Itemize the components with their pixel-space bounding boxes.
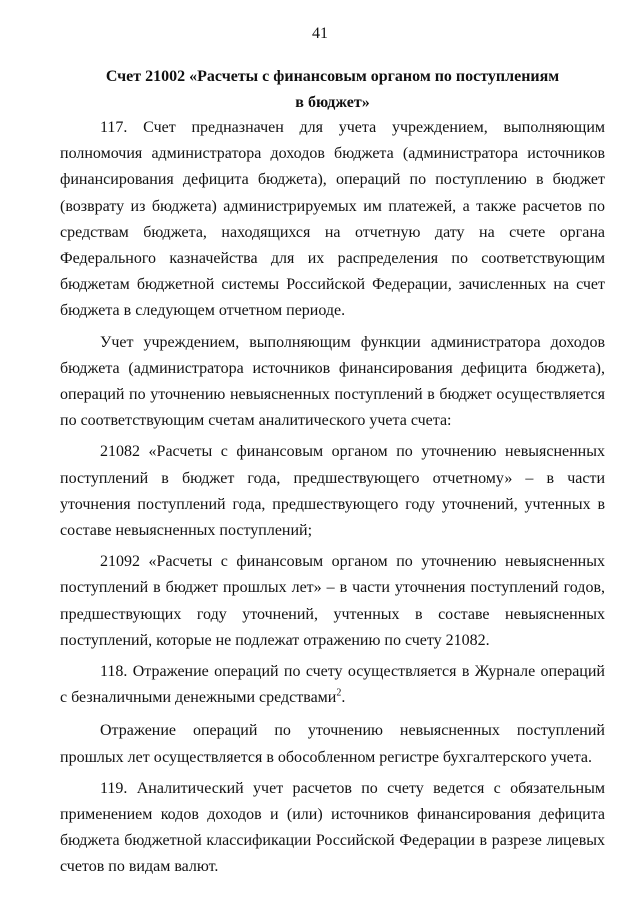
paragraph-accounting-clarification: Учет учреждением, выполняющим функции администратора доходов бюджета (администратора источников финансирования дефицита бюджета), операций по уточнению невыясненных поступлений в бюджет осуществляется по соответствующим счетам аналитического учета счета:: [60, 333, 605, 430]
document-body: [60, 115, 605, 886]
section-heading: [60, 64, 605, 116]
paragraph-118-tail: .: [341, 689, 346, 707]
page-number: 41: [312, 25, 328, 42]
section-heading-line-2: в бюджет»: [295, 94, 370, 111]
paragraph-119: 119. Аналитический учет расчетов по счету ведется с обязательным применением кодов доходов и (или) источников финансирования дефицита бюджета бюджетной классификации Российской Федерации в разрезе лицевых счетов по видам валют.: [60, 779, 605, 876]
paragraph-account-21082: 21082 «Расчеты с финансовым органом по уточнению невыясненных поступлений в бюджет года, предшествующего отчетному» – в части уточнения поступлений года, предшествующего году уточнений, учтенных в составе невыясненных поступлений;: [60, 443, 605, 540]
footnote-marker: 2: [336, 687, 342, 699]
paragraph-117: 117. Счет предназначен для учета учреждением, выполняющим полномочия администратора доходов бюджета (администратора источников финансирования дефицита бюджета), операций по поступлению в бюджет (возврату из бюджета) администрируемых им платежей, а также расчетов по средствам бюджета, находящихся на отчетную дату на счете органа Федерального казначейства для их распределения по соответствующим бюджетам бюджетной системы Российской Федерации, зачисленных на счет бюджета в следующем отчетном периоде.: [60, 119, 605, 320]
section-heading-line-1: Счет 21002 «Расчеты с финансовым органом по поступлениям: [105, 68, 560, 85]
paragraph-separate-register: Отражение операций по уточнению невыясненных поступлений прошлых лет осуществляется в обособленном регистре бухгалтерского учета.: [60, 722, 605, 766]
paragraph-118: [60, 659, 605, 711]
paragraph-118-text: 118. Отражение операций по счету осуществляется в Журнале операций с безналичными денежными средствами: [60, 663, 605, 707]
paragraph-account-21092: 21092 «Расчеты с финансовым органом по уточнению невыясненных поступлений в бюджет прошлых лет» – в части уточнения поступлений годов, предшествующих году уточнений, учтенных в составе невыясненных поступлений, которые не подлежат отражению по счету 21082.: [60, 553, 605, 649]
